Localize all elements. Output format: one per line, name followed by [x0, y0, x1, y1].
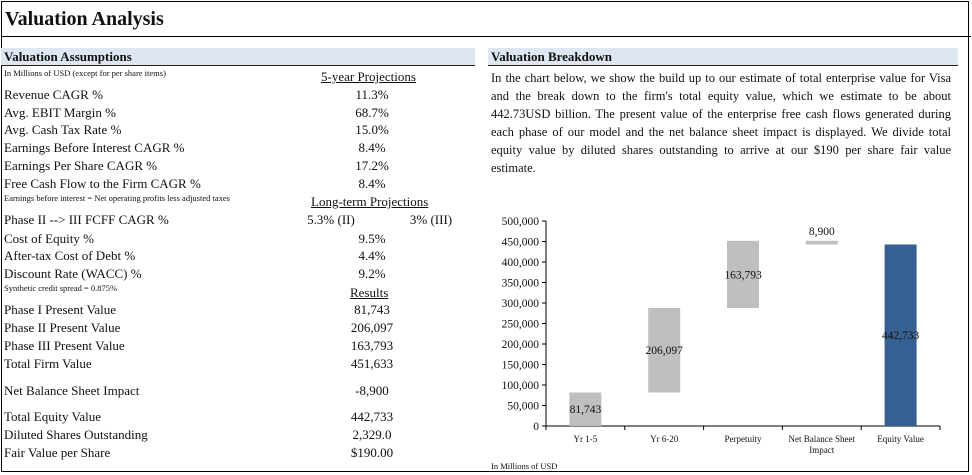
y-tick-label: 450,000 [501, 236, 539, 249]
assumption-label: Free Cash Flow to the Firm CAGR % [4, 176, 201, 191]
assumption-value: 9.5% [358, 231, 386, 246]
data-label: 206,097 [645, 345, 683, 358]
page-title: Valuation Analysis [5, 8, 164, 30]
result-value: 81,743 [354, 302, 390, 317]
assumption-label: Earnings Per Share CAGR % [4, 158, 158, 173]
assumption-label: Avg. Cash Tax Rate % [4, 122, 122, 137]
long-term-heading: Long-term Projections [311, 194, 429, 209]
x-category-label: Impact [809, 445, 835, 455]
result-label: Total Equity Value [4, 409, 102, 424]
ebi-note: Earnings before interest = Net operating profits less adjusted taxes [4, 193, 230, 203]
result-label: Diluted Shares Outstanding [4, 427, 148, 442]
fcff-label: Phase II --> III FCFF CAGR % [4, 212, 169, 227]
result-label: Total Firm Value [4, 356, 92, 371]
assumption-label: After-tax Cost of Debt % [4, 248, 136, 263]
result-label: Net Balance Sheet Impact [4, 383, 140, 398]
y-tick-label: 150,000 [501, 359, 539, 372]
result-label: Phase III Present Value [4, 338, 125, 353]
y-tick-label: 100,000 [501, 380, 539, 392]
assumption-label: Discount Rate (WACC) % [4, 266, 142, 281]
assumption-value: 4.4% [358, 248, 386, 263]
x-category-label: Yr 1-5 [573, 434, 598, 444]
assumption-value: 8.4% [358, 140, 386, 155]
data-label: 8,900 [808, 225, 835, 238]
result-value: -8,900 [355, 383, 389, 398]
assumption-value: 68.7% [355, 105, 389, 120]
assumption-label: Earnings Before Interest CAGR % [4, 140, 185, 155]
assumption-label: Cost of Equity % [4, 231, 94, 246]
assumption-value: 11.3% [355, 87, 389, 102]
y-tick-label: 500,000 [501, 216, 539, 228]
waterfall-chart [488, 205, 958, 460]
result-label: Phase II Present Value [4, 320, 121, 335]
assumption-value: 15.0% [355, 122, 389, 137]
five-year-heading: 5-year Projections [321, 69, 416, 84]
assumption-value: 17.2% [355, 158, 389, 173]
result-label: Fair Value per Share [4, 445, 111, 460]
result-value: 2,329.0 [352, 427, 392, 442]
result-value: 451,633 [350, 356, 394, 371]
chart-footnote: In Millions of USD [491, 461, 558, 471]
units-note: In Millions of USD (except for per share items) [4, 68, 166, 78]
x-category-label: Net Balance Sheet [788, 434, 856, 444]
y-tick-label: 0 [533, 421, 539, 433]
assumption-label: Avg. EBIT Margin % [4, 105, 116, 120]
result-label: Phase I Present Value [4, 302, 117, 317]
result-value: 163,793 [350, 338, 394, 353]
fcff-value-phase-iii: 3% (III) [409, 212, 453, 227]
y-tick-label: 300,000 [501, 298, 539, 310]
result-value: $190.00 [350, 445, 394, 460]
y-tick-label: 200,000 [501, 339, 539, 351]
y-tick-label: 350,000 [501, 277, 539, 290]
waterfall-bar [806, 241, 838, 245]
data-label: 442,733 [881, 330, 920, 343]
results-heading: Results [350, 285, 389, 300]
title-divider [1, 36, 971, 37]
fcff-value-phase-ii: 5.3% (II) [307, 212, 355, 227]
result-value: 442,733 [350, 409, 394, 424]
spread-note: Synthetic credit spread = 0.875% [4, 283, 118, 293]
x-category-label: Yr 6-20 [650, 434, 679, 444]
y-tick-label: 250,000 [501, 318, 539, 331]
assumptions-header: Valuation Assumptions [1, 48, 475, 66]
assumption-value: 8.4% [358, 176, 386, 191]
assumption-value: 9.2% [358, 266, 386, 281]
x-category-label: Equity Value [877, 434, 924, 444]
breakdown-header: Valuation Breakdown [488, 48, 958, 66]
data-label: 163,793 [724, 269, 762, 282]
breakdown-paragraph: In the chart below, we show the build up to our estimate of total enterprise value for Visa and the break down to the firm's total equity value, which we estimate to be about 442.73USD billion. The present value of the enterprise free cash flows generated during each phase of our model and the net balance sheet impact is displayed. We divide total equity value by diluted shares outstanding to arrive at our $190 per share fair value estimate. [491, 71, 951, 175]
result-value: 206,097 [350, 320, 394, 335]
assumption-label: Revenue CAGR % [4, 87, 103, 102]
y-tick-label: 50,000 [507, 400, 539, 413]
data-label: 81,743 [569, 404, 602, 417]
y-tick-label: 400,000 [501, 257, 539, 269]
x-category-label: Perpetuity [724, 434, 762, 444]
